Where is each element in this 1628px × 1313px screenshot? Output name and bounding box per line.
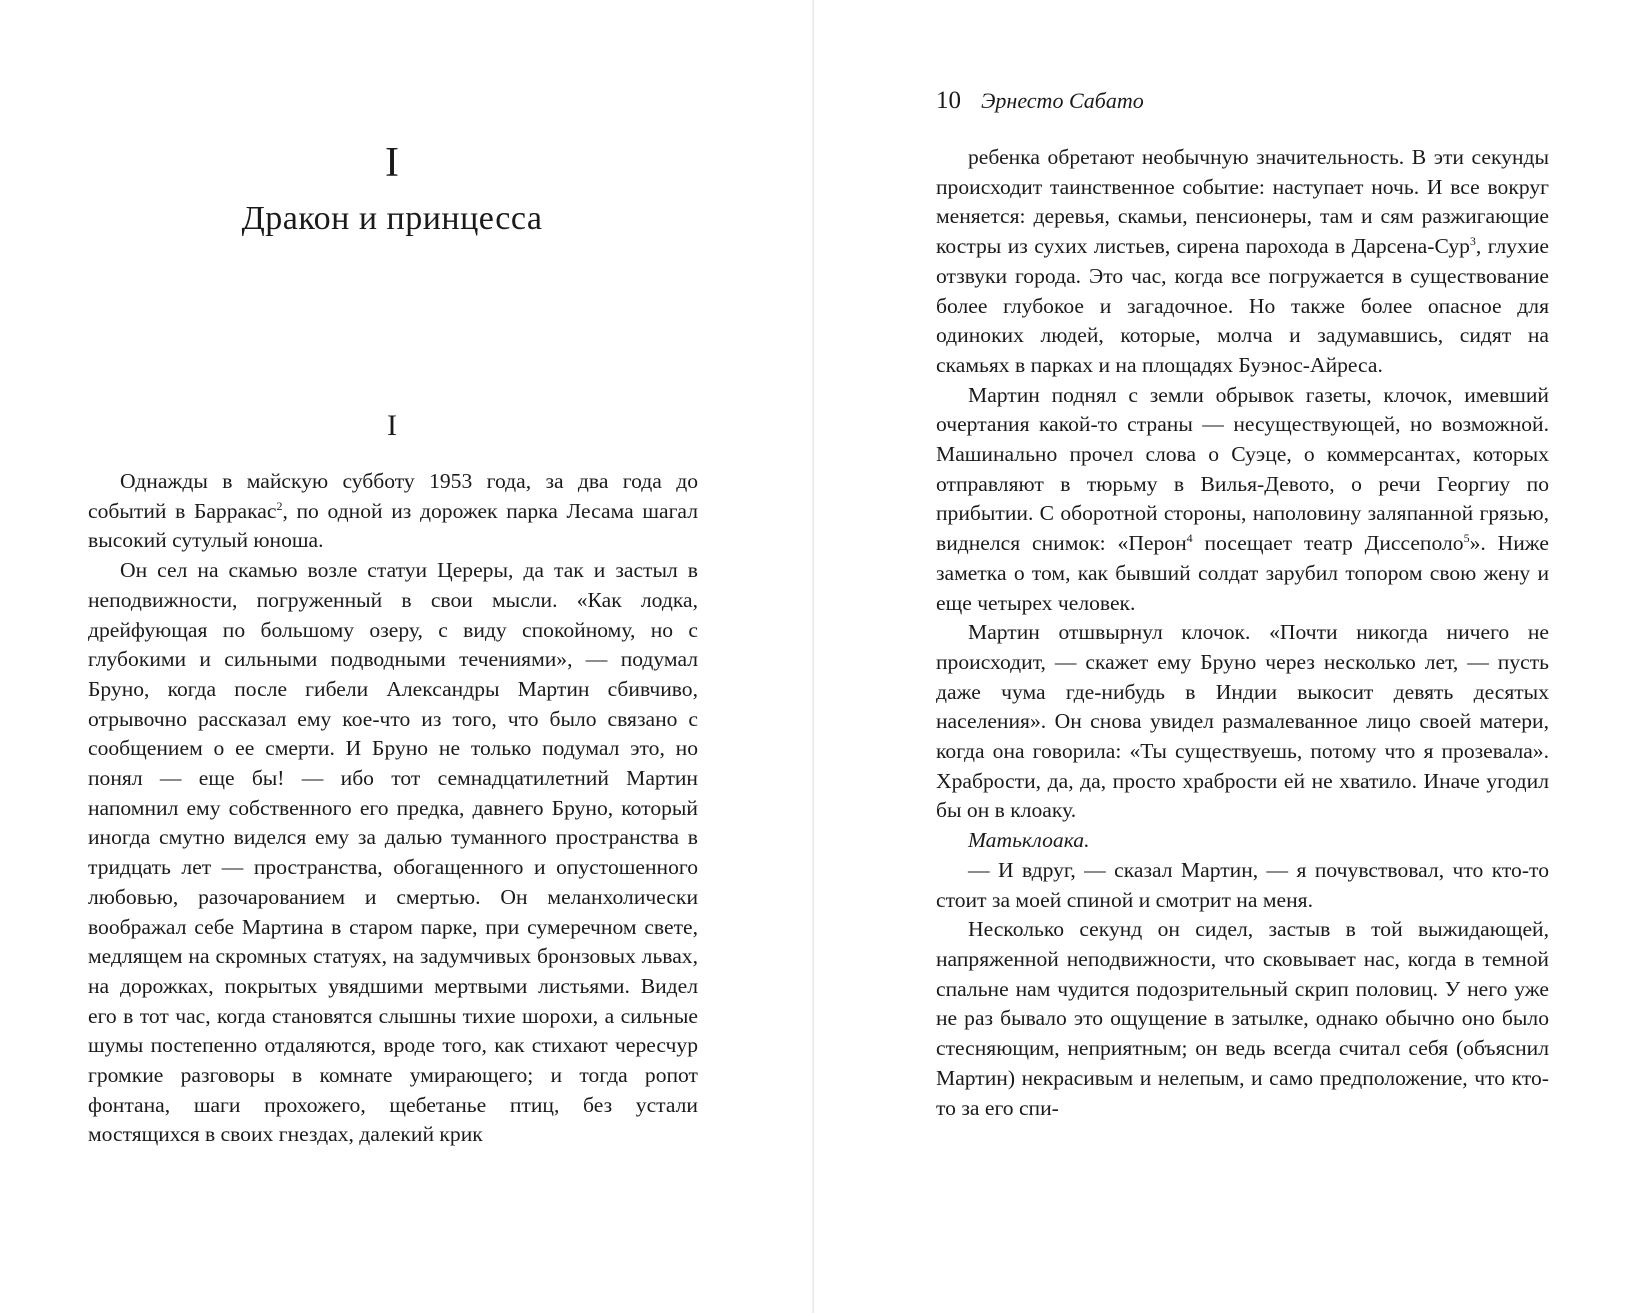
running-head-author: Эрнесто Сабато: [981, 88, 1144, 113]
paragraph: [936, 143, 1549, 381]
paragraph-text: , по одной из дорожек парка Лесама шагал высокий сутулый юноша.: [88, 498, 698, 553]
paragraph-text: ребенка обретают необычную значительность. В эти секунды происходит таинственное событие: наступает ночь. И все вокруг меняется: деревья, скамьи, пенсионеры, там и сям разжигающие костры из сухих листьев, сирена парохода в Дарсена-Сур: [936, 145, 1549, 259]
paragraph-text: Он сел на скамью возле статуи Цереры, да так и застыл в неподвижности, погруженный в свои мысли. «Как лодка, дрейфующая по большому озеру, с виду спокойному, но с глубокими и сильными подводными течениями», — подумал Бруно, когда после гибели Александры Мартин сбивчиво, отрывочно рассказал ему кое-что из того, что было связано с сообщением о ее смерти. И Бруно не только подумал это, но понял — еще бы! — ибо тот семнадцатилетний Мартин напомнил ему собственного его предка, давнего Бруно, который иногда смутно виделся ему за далью туманного пространства в тридцать лет — пространства, обогащенного и опустошенного любовью, разочарованием и смертью. Он меланхолически воображал себе Мартина в старом парке, при сумеречном свете, медлящем на скромных статуях, на задумчивых бронзовых львах, на дорожках, покрытых увядшими мертвыми листьями. Видел его в тот час, когда становятся слышны тихие шорохи, а сильные шумы постепенно отдаляются, вроде того, как стихают чересчур громкие разговоры в комнате умирающего; и тогда ропот фонтана, шаги прохожего, щебетанье птиц, без устали мостящихся в своих гнездах, далекий крик: [88, 558, 698, 1147]
paragraph: [88, 556, 698, 1150]
paragraph: [936, 826, 1549, 856]
part-title: Дракон и принцесса: [241, 200, 543, 237]
paragraph-text: Однажды в майскую субботу 1953 года, за два года до событий в Барракас: [88, 469, 698, 523]
footnote-marker[interactable]: 5: [1463, 531, 1470, 546]
running-head: [936, 86, 1144, 116]
left-page-body-text: [88, 467, 698, 1150]
footnote-marker[interactable]: 2: [276, 498, 283, 513]
footnote-marker[interactable]: 3: [1469, 234, 1476, 249]
paragraph-text: ». Ниже заметка о том, как бывший солдат зарубил топором свою жену и еще четырех человек.: [936, 531, 1549, 615]
paragraph-text: Матьклоака.: [968, 828, 1090, 853]
paragraph-text: посещает театр Диссеполо: [1192, 531, 1464, 556]
paragraph-text: Несколько секунд он сидел, застыв в той выжидающей, напряженной неподвижности, что сковывает нас, когда в темной спальне нам чудится подозрительный скрип половиц. У него уже не раз бывало это ощущение в затылке, однако обычно оно было стесняющим, неприятным; он ведь всегда считал себя (объяснил Мартин) некрасивым и нелепым, и само предположение, что кто-то за его спи-: [936, 917, 1549, 1120]
footnote-marker[interactable]: 4: [1186, 531, 1193, 546]
part-number: I: [385, 140, 399, 186]
paragraph: [936, 915, 1549, 1123]
paragraph-text: — И вдруг, — сказал Мартин, — я почувствовал, что кто-то стоит за моей спиной и смотрит на меня.: [936, 857, 1549, 912]
paragraph-text: Мартин отшвырнул клочок. «Почти никогда ничего не происходит, — скажет ему Бруно через несколько лет, — пусть даже чума где-нибудь в Индии выкосит девять десятых населения». Он снова увидел размалеванное лицо своей матери, когда она говорила: «Ты существуешь, потому что я прозевала». Храбрости, да, да, просто храбрости ей не хватило. Иначе угодил бы он в клоаку.: [936, 620, 1549, 823]
chapter-number: I: [387, 409, 397, 442]
paragraph: [936, 381, 1549, 619]
right-page-body-text: [936, 143, 1549, 1123]
paragraph: [936, 856, 1549, 915]
paragraph: [936, 618, 1549, 826]
paragraph: [88, 467, 698, 556]
right-page: [814, 0, 1628, 1313]
paragraph-text: Мартин поднял с земли обрывок газеты, клочок, имевший очертания какой-то страны — несуществующей, но возможной. Машинально прочел слова о Суэце, о коммерсантах, которых отправляют в тюрьму в Вилья-Девото, о речи Георгиу по прибытии. С оборотной стороны, наполовину заляпанной грязью, виднелся снимок: «Перон: [936, 382, 1549, 556]
paragraph-text: , глухие отзвуки города. Это час, когда все погружается в существование более глубокое и загадочное. Но также более опасное для одиноких людей, которые, молча и задумавшись, сидят на скамьях в парках и на площадях Буэнос-Айреса.: [936, 234, 1549, 377]
page-number: 10: [936, 87, 961, 114]
